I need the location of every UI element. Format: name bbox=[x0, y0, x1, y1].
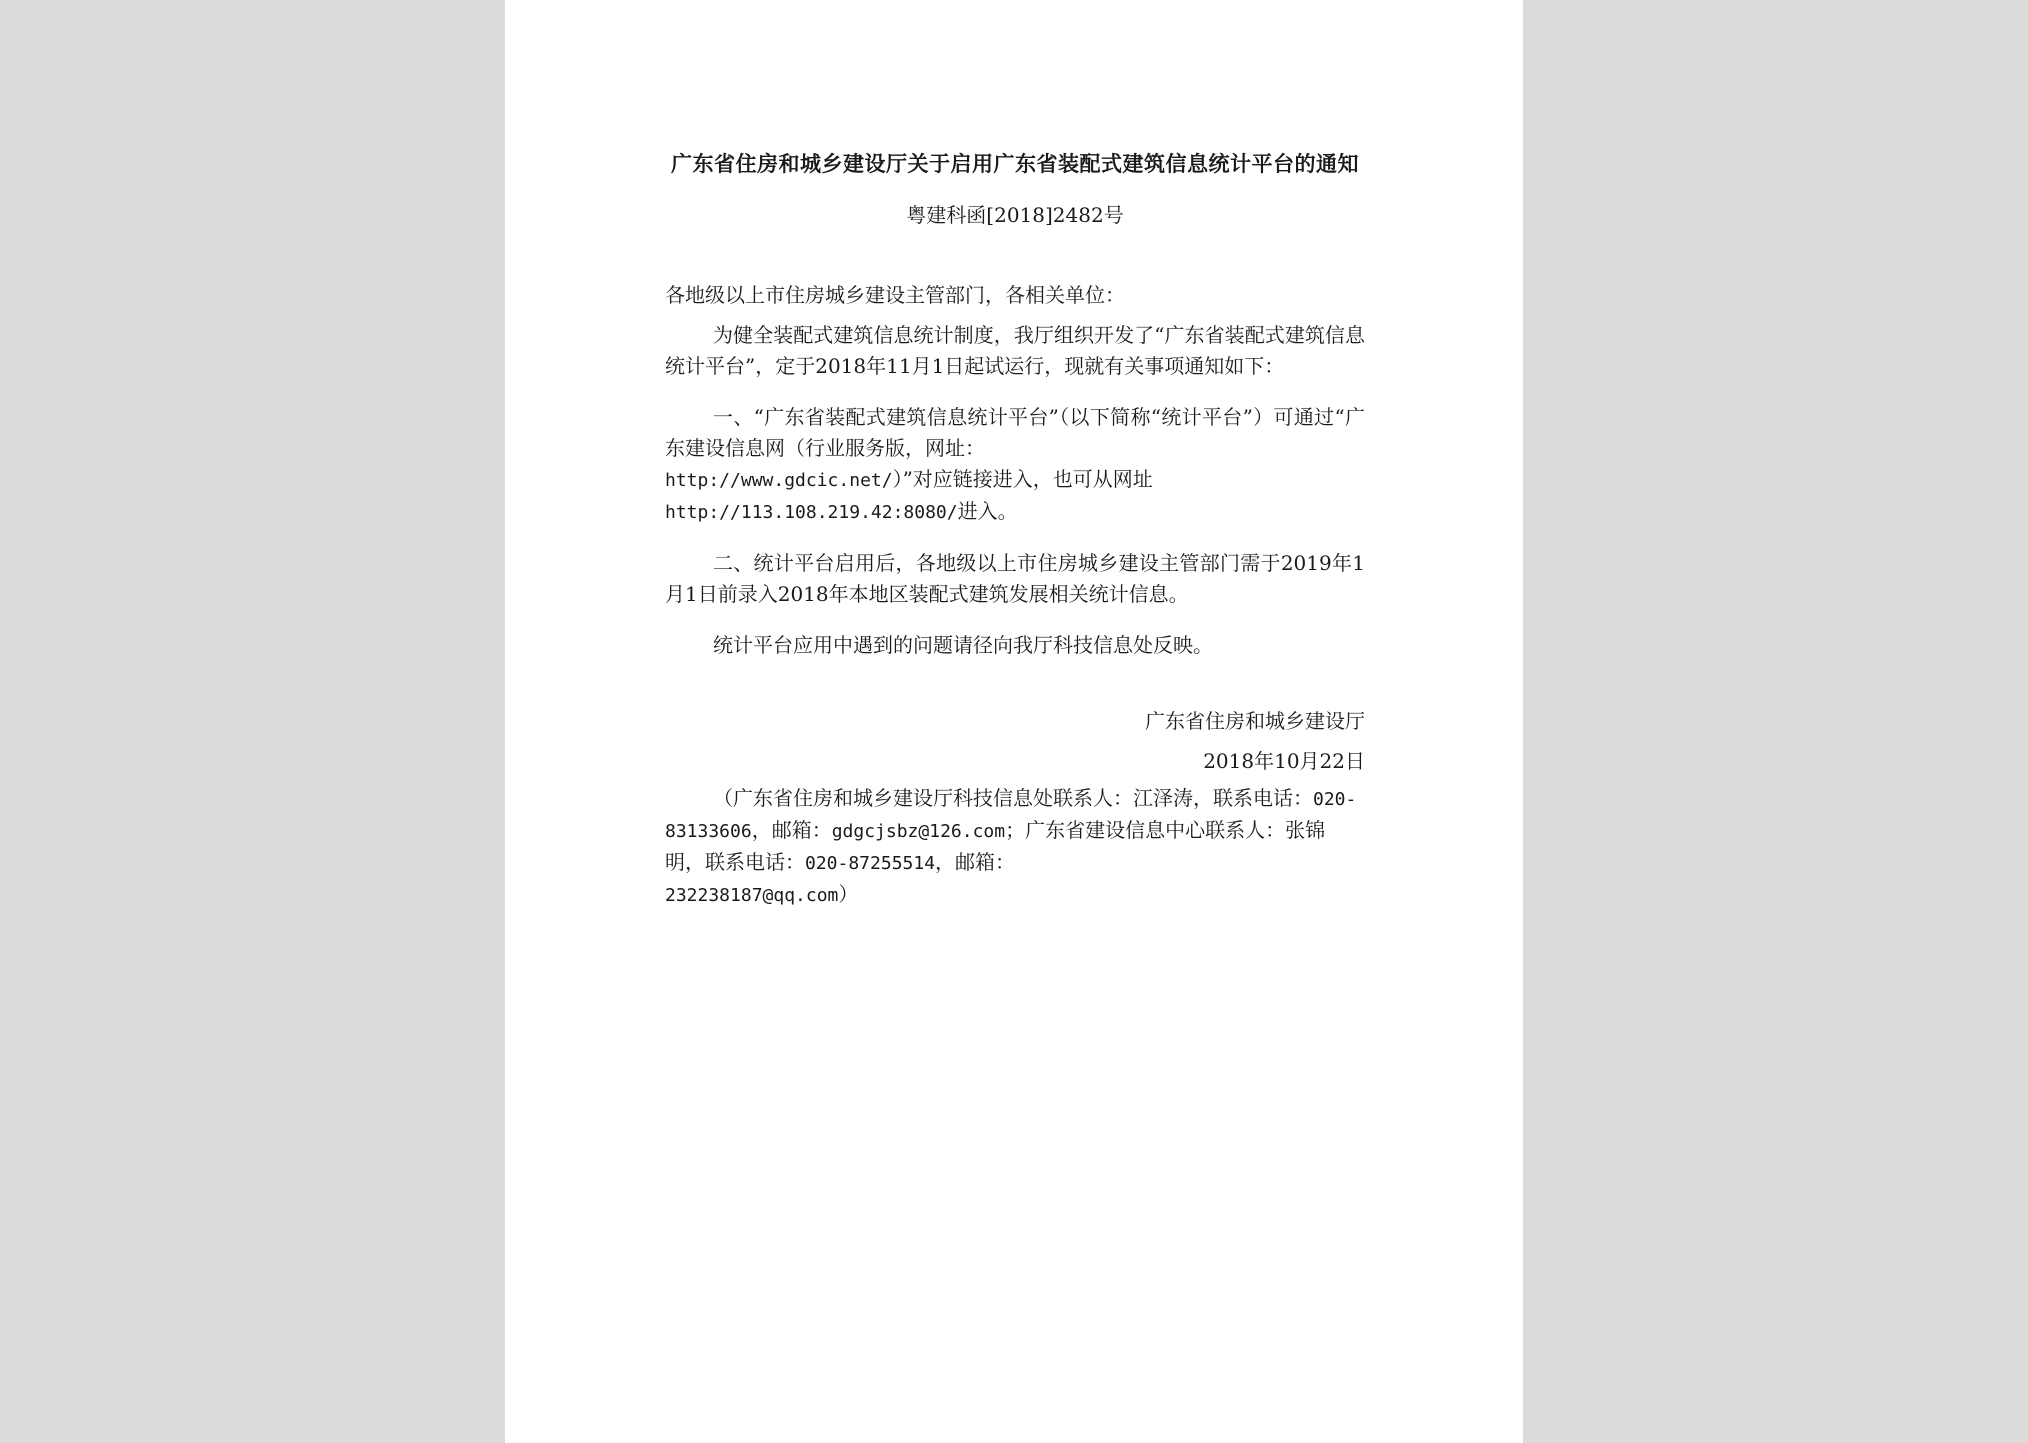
signature-date: 2018年10月22日 bbox=[1203, 749, 1365, 773]
contact-phone-1: 020-83133606 bbox=[665, 789, 1357, 842]
contact-phone-2: 020-87255514 bbox=[805, 853, 936, 874]
item-one-text: 一、“广东省装配式建筑信息统计平台”（以下简称“统计平台”）可通过“广东建设信息网（行业服务版，网址： bbox=[665, 405, 1365, 460]
contact-close-text: ） bbox=[838, 882, 859, 906]
item-one-mid-text: ）”对应链接进入，也可从网址 bbox=[892, 467, 1153, 491]
item-one-end-text: 进入。 bbox=[957, 499, 1018, 523]
intro-paragraph bbox=[665, 320, 1365, 382]
contact-paragraph bbox=[665, 783, 1365, 911]
gdcic-url-link[interactable]: http://www.gdcic.net/ bbox=[665, 470, 893, 491]
feedback-text: 统计平台应用中遇到的问题请径向我厅科技信息处反映。 bbox=[713, 633, 1213, 657]
document-content bbox=[665, 148, 1365, 931]
item-one-paragraph bbox=[665, 402, 1365, 528]
signature-organization: 广东省住房和城乡建设厅 bbox=[1145, 709, 1365, 733]
document-number: 粤建科函[2018]2482号 bbox=[906, 203, 1124, 227]
contact-email-label-1: ，邮箱： bbox=[751, 818, 832, 842]
document-page bbox=[505, 0, 1523, 1443]
item-two-text: 二、统计平台启用后，各地级以上市住房城乡建设主管部门需于2019年1月1日前录入2018年本地区装配式建筑发展相关统计信息。 bbox=[665, 551, 1365, 606]
contact-email-label-2: ，邮箱： bbox=[935, 850, 1016, 874]
contact-email-1[interactable]: gdgcjsbz@126.com bbox=[831, 821, 1006, 842]
contact-email-2[interactable]: 232238187@qq.com bbox=[665, 885, 839, 906]
item-two-paragraph bbox=[665, 548, 1365, 610]
contact-open-text: （广东省住房和城乡建设厅科技信息处联系人：江泽涛，联系电话： bbox=[713, 786, 1313, 810]
platform-ip-url-link[interactable]: http://113.108.219.42:8080/ bbox=[665, 502, 958, 523]
intro-text: 为健全装配式建筑信息统计制度，我厅组织开发了“广东省装配式建筑信息统计平台”，定于2018年11月1日起试运行，现就有关事项通知如下： bbox=[665, 323, 1365, 378]
document-title: 广东省住房和城乡建设厅关于启用广东省装配式建筑信息统计平台的通知 bbox=[671, 152, 1359, 176]
addressee-line: 各地级以上市住房城乡建设主管部门，各相关单位： bbox=[665, 283, 1125, 307]
contact-mid-text: ；广东省建设信息中心联系人：张锦明，联系电话： bbox=[665, 818, 1326, 874]
feedback-paragraph bbox=[665, 630, 1365, 661]
